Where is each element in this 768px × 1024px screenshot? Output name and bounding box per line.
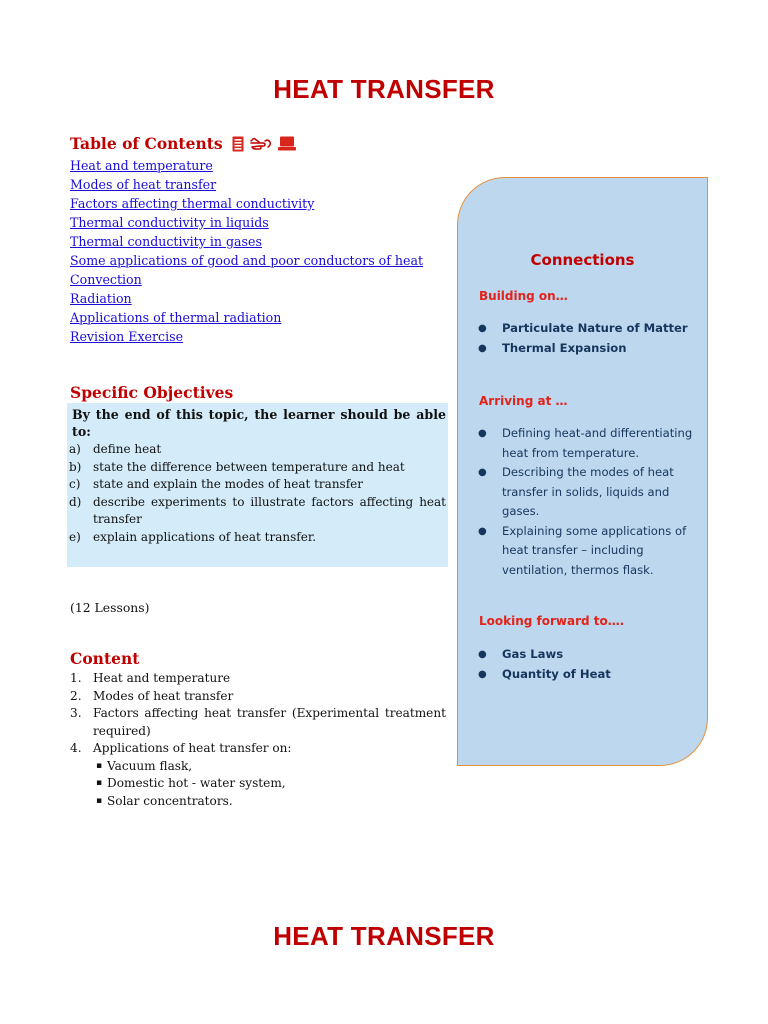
bullet-icon: ● bbox=[478, 467, 487, 478]
pointing-hand-icon bbox=[250, 136, 272, 152]
looking-forward-text: Quantity of Heat bbox=[502, 666, 611, 681]
looking-forward-list bbox=[478, 645, 696, 684]
bullet-icon: ● bbox=[478, 428, 487, 439]
bullet-icon: ● bbox=[478, 649, 487, 660]
toc-link[interactable]: Revision Exercise bbox=[70, 329, 184, 344]
arriving-at-text: Describing the modes of heat transfer in solids, liquids and gases. bbox=[502, 465, 674, 518]
toc-icons bbox=[232, 136, 296, 152]
content-text: Modes of heat transfer bbox=[93, 688, 234, 703]
lessons-count: (12 Lessons) bbox=[70, 600, 150, 615]
square-bullet-icon: ▪ bbox=[96, 778, 103, 788]
objective-letter: e) bbox=[69, 529, 81, 544]
objective-letter: b) bbox=[69, 459, 82, 474]
objective-text: describe experiments to illustrate factors affecting heat transfer bbox=[93, 494, 446, 526]
building-on-list bbox=[478, 319, 696, 358]
content-text: Heat and temperature bbox=[93, 671, 231, 685]
arriving-at-list bbox=[478, 424, 696, 580]
looking-forward-text: Gas Laws bbox=[502, 647, 564, 661]
toc-link[interactable]: Radiation bbox=[70, 291, 132, 306]
objectives-intro: By the end of this topic, the learner should be able to: bbox=[72, 407, 446, 439]
objective-text: state and explain the modes of heat transfer bbox=[93, 477, 363, 491]
objective-item bbox=[69, 459, 446, 477]
arriving-at-text: Explaining some applications of heat transfer – including ventilation, thermos flask. bbox=[502, 523, 687, 577]
building-on-item bbox=[478, 339, 696, 359]
content-item bbox=[70, 688, 446, 706]
toc-link[interactable]: Convection bbox=[70, 272, 142, 287]
content-subitem bbox=[70, 793, 446, 811]
arriving-at-item bbox=[478, 463, 696, 522]
content-number: 1. bbox=[70, 671, 82, 685]
bullet-icon: ● bbox=[478, 525, 487, 537]
objectives-heading: Specific Objectives bbox=[70, 383, 234, 402]
bullet-icon: ● bbox=[478, 342, 487, 354]
content-subitem-text: Solar concentrators. bbox=[107, 793, 233, 808]
toc-link[interactable]: Factors affecting thermal conductivity bbox=[70, 196, 315, 211]
square-bullet-icon: ▪ bbox=[96, 795, 103, 806]
toc-link[interactable]: Thermal conductivity in liquids bbox=[70, 215, 269, 230]
laptop-icon bbox=[278, 136, 296, 151]
content-item bbox=[70, 670, 446, 688]
footer-title: HEAT TRANSFER bbox=[273, 921, 495, 951]
content-subitem bbox=[70, 758, 446, 776]
book-icon bbox=[232, 136, 244, 152]
page-title: HEAT TRANSFER bbox=[273, 74, 495, 104]
toc-heading bbox=[70, 134, 296, 153]
objective-item bbox=[69, 441, 446, 459]
toc-list bbox=[70, 156, 440, 346]
connections-panel bbox=[457, 177, 708, 766]
objective-item bbox=[69, 529, 446, 547]
building-on-item bbox=[478, 319, 696, 339]
toc-heading-label: Table of Contents bbox=[70, 134, 223, 153]
building-on-text: Particulate Nature of Matter bbox=[502, 321, 688, 335]
content-list bbox=[70, 670, 446, 810]
objective-item bbox=[69, 476, 446, 494]
toc-link[interactable]: Some applications of good and poor conductors of heat bbox=[70, 253, 424, 268]
objective-text: define heat bbox=[93, 442, 162, 456]
bullet-icon: ● bbox=[478, 323, 487, 334]
building-on-text: Thermal Expansion bbox=[502, 340, 627, 355]
toc-link[interactable]: Applications of thermal radiation bbox=[70, 310, 282, 325]
content-number: 2. bbox=[70, 688, 82, 703]
looking-forward-heading: Looking forward to…. bbox=[479, 614, 625, 628]
looking-forward-item bbox=[478, 645, 696, 665]
content-item bbox=[70, 740, 446, 758]
building-on-heading: Building on… bbox=[479, 289, 568, 303]
arriving-at-heading: Arriving at … bbox=[479, 394, 568, 408]
content-text: Applications of heat transfer on: bbox=[93, 741, 292, 755]
content-item bbox=[70, 705, 446, 740]
objective-letter: a) bbox=[69, 442, 81, 456]
content-heading: Content bbox=[70, 649, 140, 668]
objective-letter: c) bbox=[69, 477, 81, 491]
objective-text: state the difference between temperature and heat bbox=[93, 459, 405, 474]
content-subitem-text: Vacuum flask, bbox=[107, 758, 193, 773]
connections-title: Connections bbox=[530, 251, 635, 269]
objective-text: explain applications of heat transfer. bbox=[93, 529, 317, 544]
content-text: Factors affecting heat transfer (Experimental treatment required) bbox=[93, 706, 446, 738]
toc-link[interactable]: Heat and temperature bbox=[70, 158, 213, 173]
toc-link[interactable]: Thermal conductivity in gases bbox=[70, 234, 262, 249]
objective-item bbox=[69, 494, 446, 529]
square-bullet-icon: ▪ bbox=[96, 760, 103, 771]
content-number: 3. bbox=[70, 706, 82, 720]
arriving-at-text: Defining heat-and differentiating heat from temperature. bbox=[502, 426, 693, 460]
looking-forward-item bbox=[478, 665, 696, 685]
content-subitem-text: Domestic hot - water system, bbox=[107, 776, 286, 790]
objectives-box bbox=[67, 403, 448, 567]
content-subitem bbox=[70, 775, 446, 793]
toc-link[interactable]: Modes of heat transfer bbox=[70, 177, 217, 192]
arriving-at-item bbox=[478, 522, 696, 581]
objective-letter: d) bbox=[69, 494, 82, 509]
bullet-icon: ● bbox=[478, 668, 487, 680]
content-number: 4. bbox=[70, 741, 82, 755]
arriving-at-item bbox=[478, 424, 696, 463]
